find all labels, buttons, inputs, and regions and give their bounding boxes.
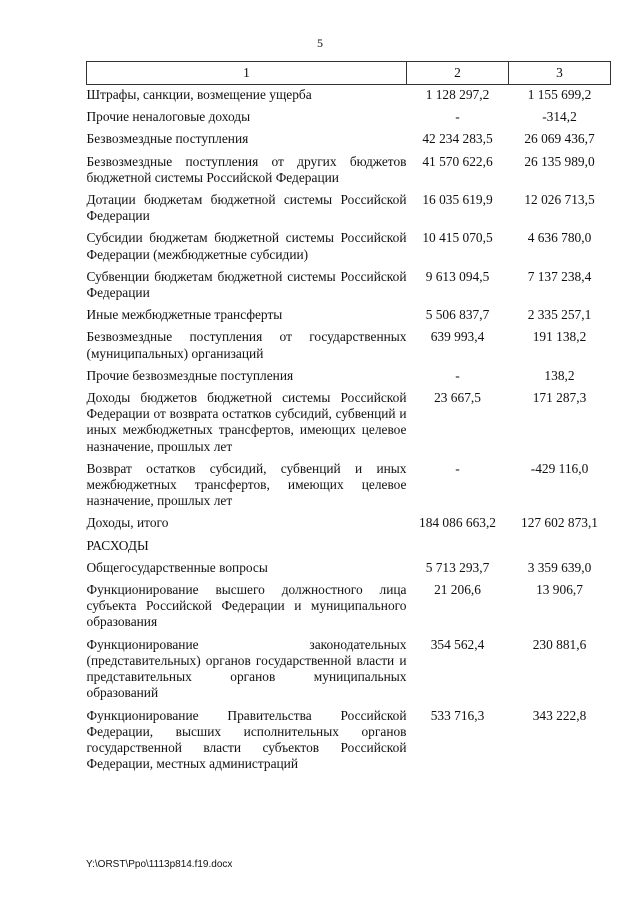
row-name: Субвенции бюджетам бюджетной системы Российской Федерации (86, 268, 407, 301)
row-value-col3: 171 287,3 (532, 390, 587, 406)
row-name: Общегосударственные вопросы (86, 559, 268, 575)
table-row-total (87, 515, 611, 537)
table-row (87, 269, 611, 307)
row-value-col2: - (455, 367, 460, 383)
column-header-3: 3 (509, 62, 611, 85)
row-value-col3: 13 906,7 (536, 582, 583, 598)
row-value-col3: 7 137 238,4 (527, 268, 592, 284)
row-name: Штрафы, санкции, возмещение ущерба (86, 87, 312, 102)
row-value-col3: 230 881,6 (532, 636, 587, 652)
page-number: 5 (317, 36, 323, 50)
row-value-col2: 1 128 297,2 (425, 87, 490, 102)
section-heading: РАСХОДЫ (86, 537, 149, 553)
table-row (87, 461, 611, 516)
row-name: Доходы, итого (86, 515, 169, 531)
row-value-col3: 2 335 257,1 (527, 307, 592, 323)
row-value-col2: 23 667,5 (434, 390, 481, 406)
row-value-col3: -429 116,0 (530, 460, 589, 476)
table-row (87, 131, 611, 153)
row-value-col3: 12 026 713,5 (524, 192, 595, 208)
table-row (87, 307, 611, 329)
table-row (87, 154, 611, 192)
row-value-col2: 639 993,4 (430, 329, 485, 345)
row-value-col2: 16 035 619,9 (422, 192, 493, 208)
row-name: Доходы бюджетов бюджетной системы Российской Федерации от возврата остатков субсидий, субвенций и иных межбюджетных трансфертов, имеющих целевое назначение, прошлых лет (86, 390, 407, 454)
table-row (87, 390, 611, 461)
row-name: Функционирование законодательных (представительных) органов государственной власти и представительных органов муниципальных образований (86, 636, 407, 701)
row-value-col2: 42 234 283,5 (422, 131, 493, 147)
row-name: Безвозмездные поступления от других бюджетов бюджетной системы Российской Федерации (86, 153, 407, 185)
row-value-col2: 41 570 622,6 (422, 153, 493, 169)
row-name: Субсидии бюджетам бюджетной системы Российской Федерации (межбюджетные субсидии) (86, 230, 407, 262)
table-row (87, 192, 611, 230)
row-value-col2: 21 206,6 (434, 582, 481, 598)
row-value-col2: 5 713 293,7 (425, 559, 490, 575)
table-header-row (87, 62, 611, 85)
row-name: Возврат остатков субсидий, субвенций и иных межбюджетных трансфертов, имеющих целевое назначение, прошлых лет (86, 460, 407, 509)
row-value-col3: 26 135 989,0 (524, 153, 595, 169)
row-value-col3: 138,2 (544, 367, 575, 383)
row-name: Функционирование Правительства Российской Федерации, высших исполнительных органов государственной власти субъектов Российской Федерации, местных администраций (86, 707, 407, 772)
row-value-col3 (509, 538, 611, 560)
row-value-col2 (407, 538, 509, 560)
table-row (87, 230, 611, 268)
row-name: Функционирование высшего должностного лица субъекта Российской Федерации и муниципального образования (86, 582, 407, 630)
row-value-col2: - (455, 109, 460, 125)
table-row (87, 109, 611, 131)
row-value-col2: - (455, 460, 460, 476)
row-value-col3: 4 636 780,0 (527, 230, 592, 246)
budget-table (86, 61, 611, 772)
row-value-col2: 10 415 070,5 (422, 230, 493, 246)
row-name: Безвозмездные поступления от государственных (муниципальных) организаций (86, 329, 407, 361)
row-value-col2: 9 613 094,5 (425, 268, 490, 284)
table-row (87, 560, 611, 582)
row-name: Прочие неналоговые доходы (86, 109, 251, 125)
column-header-1: 1 (87, 62, 407, 85)
row-name: Дотации бюджетам бюджетной системы Российской Федерации (86, 192, 407, 224)
row-value-col3: 127 602 873,1 (521, 515, 598, 531)
row-value-col2: 354 562,4 (430, 636, 485, 652)
row-name: Прочие безвозмездные поступления (86, 367, 294, 383)
section-heading-row (87, 538, 611, 560)
table-row (87, 329, 611, 367)
row-value-col3: 343 222,8 (532, 707, 587, 723)
row-value-col3: 191 138,2 (532, 329, 587, 345)
table-row (87, 582, 611, 637)
row-name: Иные межбюджетные трансферты (86, 307, 283, 323)
column-header-2: 2 (407, 62, 509, 85)
row-value-col3: 26 069 436,7 (524, 131, 595, 147)
table-row (87, 637, 611, 708)
table-row (87, 708, 611, 773)
row-value-col2: 184 086 663,2 (419, 515, 496, 531)
row-value-col3: -314,2 (542, 109, 577, 125)
row-name: Безвозмездные поступления (86, 131, 249, 147)
row-value-col2: 5 506 837,7 (425, 307, 490, 323)
row-value-col2: 533 716,3 (430, 707, 485, 723)
table-row (87, 85, 611, 110)
file-path-footer: Y:\ORST\Ppo\1113p814.f19.docx (86, 859, 233, 870)
table-row (87, 368, 611, 390)
row-value-col3: 1 155 699,2 (527, 87, 592, 102)
row-value-col3: 3 359 639,0 (527, 559, 592, 575)
